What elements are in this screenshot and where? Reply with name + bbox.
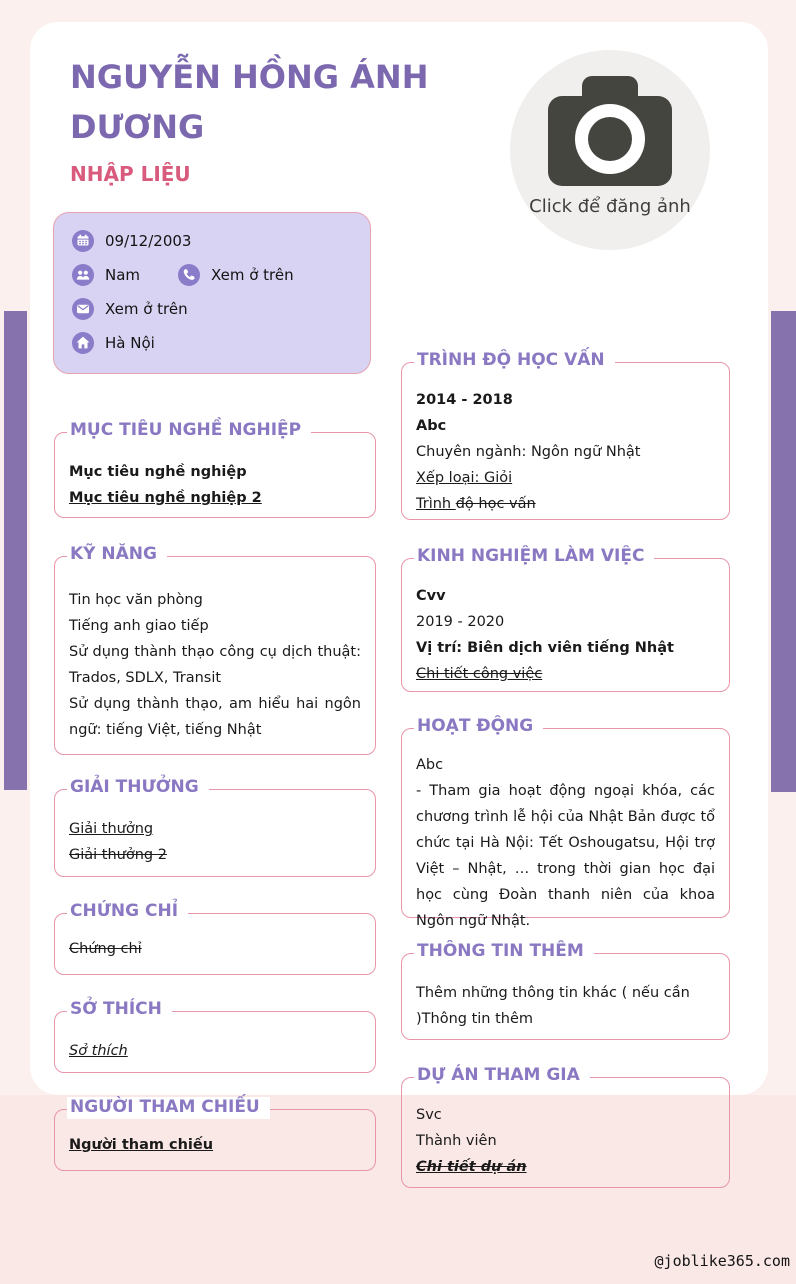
email-value[interactable]: Xem ở trên (105, 300, 188, 318)
section-awards-title: GIẢI THƯỞNG (67, 777, 209, 799)
site-credit: @joblike365.com (654, 1252, 790, 1270)
experience-detail[interactable]: Chi tiết công việc (416, 666, 543, 682)
candidate-name[interactable]: NGUYỄN HỒNG ÁNH DƯƠNG (70, 58, 429, 146)
address-row (72, 332, 155, 354)
section-objective-title: MỤC TIÊU NGHỀ NGHIỆP (67, 420, 311, 442)
email-row (72, 298, 188, 320)
calendar-icon (72, 230, 94, 252)
section-experience (401, 546, 730, 692)
phone-value[interactable]: Xem ở trên (211, 266, 294, 284)
experience-company[interactable]: Cvv (416, 588, 446, 604)
contact-info-box (53, 212, 371, 374)
education-extra-strike: độ học vấn (455, 496, 536, 512)
objective-line[interactable]: Mục tiêu nghề nghiệp (69, 464, 247, 480)
photo-upload-button[interactable] (510, 50, 710, 250)
section-activities (401, 716, 730, 929)
home-icon (72, 332, 94, 354)
objective-line[interactable]: Mục tiêu nghề nghiệp 2 (69, 490, 262, 506)
activities-paragraph[interactable]: - Tham gia hoạt động ngoại khóa, các chương trình lễ hội của Nhật Bản được tổ chức tại Hà Nội: Tết Oshougatsu, Hội trợ Việt – Nhật, … trong thời gian học đại học cùng Đoàn thanh niên của khoa Ngôn ngữ Nhật. (416, 783, 715, 929)
phone-icon (178, 264, 200, 286)
envelope-icon (72, 298, 94, 320)
experience-period[interactable]: 2019 - 2020 (416, 614, 505, 630)
project-name[interactable]: Svc (416, 1107, 442, 1123)
section-education-title: TRÌNH ĐỘ HỌC VẤN (414, 350, 615, 372)
skill-line[interactable]: Sử dụng thành thạo công cụ dịch thuật: Trados, SDLX, Transit (69, 644, 361, 686)
people-icon (72, 264, 94, 286)
section-references (54, 1097, 376, 1171)
phone-row (178, 264, 294, 286)
section-education (401, 350, 730, 520)
section-references-title: NGƯỜI THAM CHIẾU (67, 1097, 270, 1119)
section-projects (401, 1065, 730, 1188)
section-projects-title: DỰ ÁN THAM GIA (414, 1065, 590, 1087)
section-objective (54, 420, 376, 518)
skill-line[interactable]: Tin học văn phòng (69, 592, 203, 608)
activities-line[interactable]: Abc (416, 757, 444, 773)
section-certificates-title: CHỨNG CHỈ (67, 901, 188, 923)
dob-value[interactable]: 09/12/2003 (105, 232, 192, 250)
left-accent-bar (4, 311, 27, 790)
reference-line[interactable]: Người tham chiếu (69, 1137, 214, 1153)
additional-info-text[interactable]: Thêm những thông tin khác ( nếu cần )Thông tin thêm (416, 985, 690, 1027)
project-detail[interactable]: Chi tiết dự án (416, 1159, 527, 1175)
education-extra[interactable] (416, 491, 715, 517)
gender-value[interactable]: Nam (105, 266, 141, 284)
section-experience-title: KINH NGHIỆM LÀM VIỆC (414, 546, 654, 568)
section-activities-title: HOẠT ĐỘNG (414, 716, 543, 738)
education-major[interactable]: Chuyên ngành: Ngôn ngữ Nhật (416, 444, 641, 460)
section-additional-info (401, 941, 730, 1040)
project-role[interactable]: Thành viên (416, 1133, 497, 1149)
education-extra-underline: Trình (416, 496, 456, 512)
camera-icon (546, 76, 674, 192)
section-awards (54, 777, 376, 877)
skill-line[interactable]: Tiếng anh giao tiếp (69, 618, 209, 634)
dob-row (72, 230, 191, 252)
section-skills (54, 544, 376, 755)
section-certificates (54, 901, 376, 975)
right-accent-bar (771, 311, 796, 792)
award-line[interactable]: Giải thưởng (69, 821, 154, 837)
gender-row (72, 264, 140, 286)
section-hobbies-title: SỞ THÍCH (67, 999, 172, 1021)
photo-upload-label: Click để đăng ảnh (529, 196, 691, 217)
education-period[interactable]: 2014 - 2018 (416, 392, 513, 408)
education-grade[interactable]: Xếp loại: Giỏi (416, 470, 513, 486)
address-value[interactable]: Hà Nội (105, 334, 155, 352)
education-school[interactable]: Abc (416, 418, 447, 434)
section-hobbies (54, 999, 376, 1073)
experience-position[interactable]: Vị trí: Biên dịch viên tiếng Nhật (416, 640, 674, 656)
certificate-line[interactable]: Chứng chỉ (69, 941, 142, 957)
section-skills-title: KỸ NĂNG (67, 544, 167, 566)
skill-line[interactable]: Sử dụng thành thạo, am hiểu hai ngôn ngữ: tiếng Việt, tiếng Nhật (69, 696, 361, 738)
award-line[interactable]: Giải thưởng 2 (69, 847, 167, 863)
job-title[interactable]: NHẬP LIỆU (70, 162, 191, 186)
section-additional-info-title: THÔNG TIN THÊM (414, 941, 594, 963)
hobby-line[interactable]: Sở thích (69, 1043, 128, 1059)
